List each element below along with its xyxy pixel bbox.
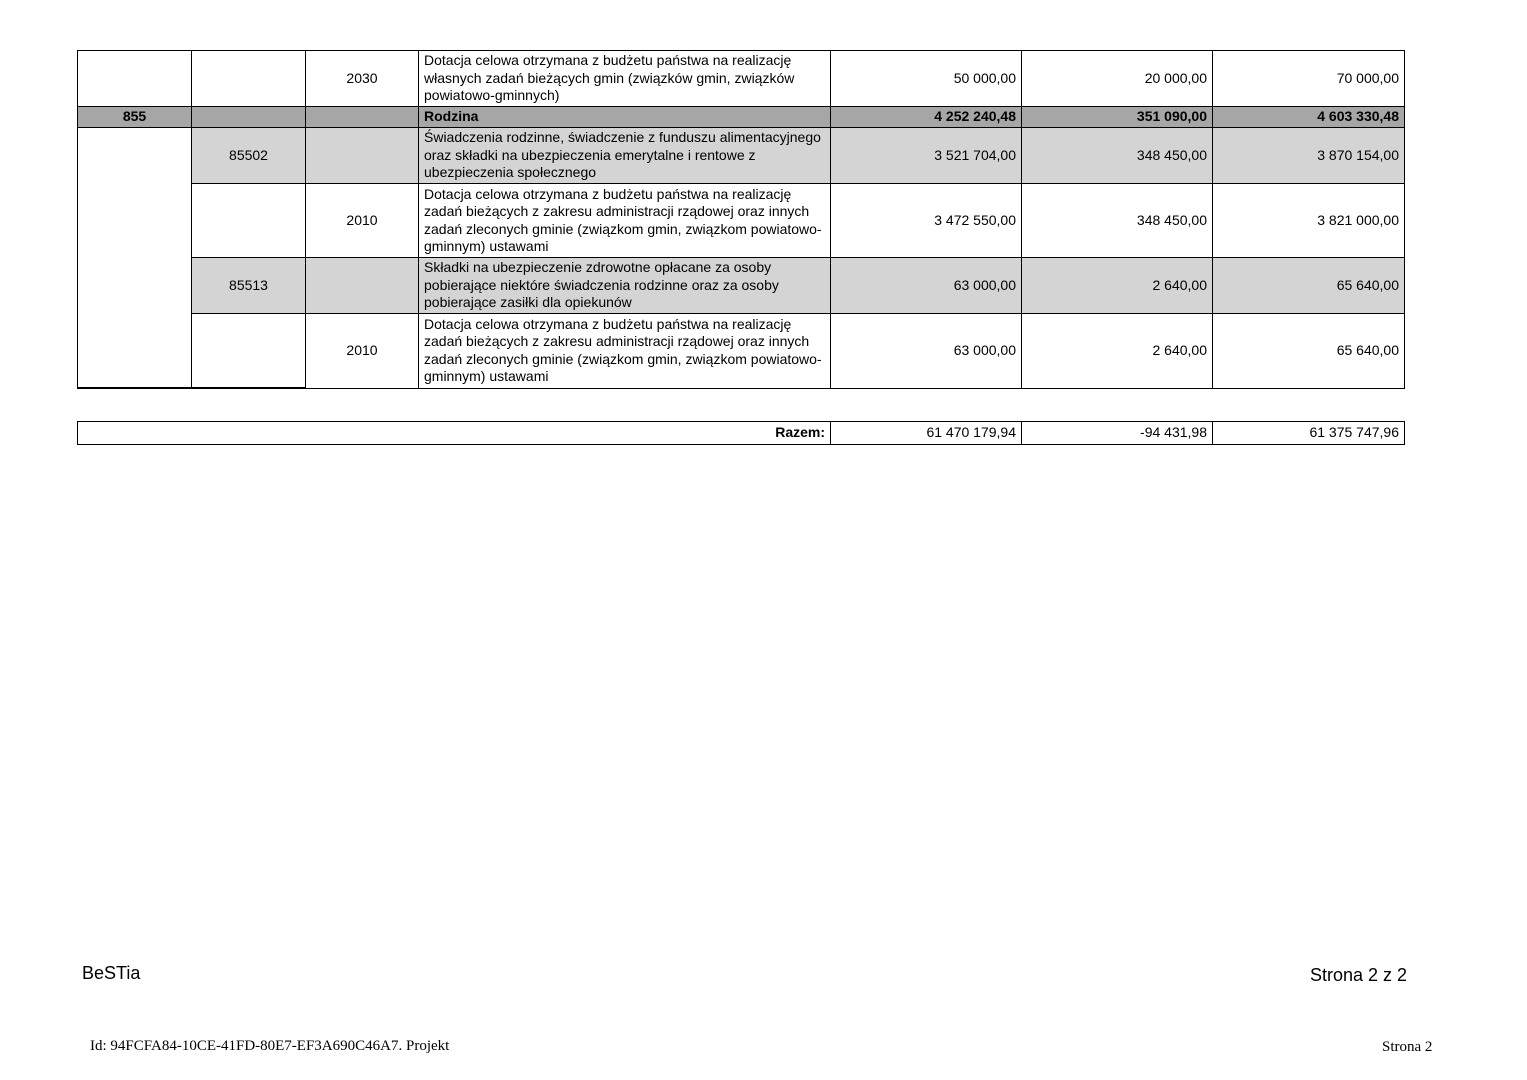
document-id: Id: 94FCFA84-10CE-41FD-80E7-EF3A690C46A7. Projekt xyxy=(90,1038,450,1054)
total-row xyxy=(78,422,1405,445)
rozdzial-cell xyxy=(192,184,306,258)
total-po-zmianie: 61 375 747,96 xyxy=(1213,422,1405,445)
total-zmiana: -94 431,98 xyxy=(1022,422,1213,445)
plan-cell: 50 000,00 xyxy=(831,51,1022,107)
dzial-cell xyxy=(78,51,192,107)
table-row-2010 xyxy=(78,314,1405,389)
page-count: Strona 2 z 2 xyxy=(1310,965,1408,985)
rozdzial-cell xyxy=(192,51,306,107)
table-row-2030 xyxy=(78,51,1405,107)
total-table xyxy=(77,421,1405,445)
plan-cell: 63 000,00 xyxy=(831,314,1022,389)
nazwa-cell: Dotacja celowa otrzymana z budżetu państwa na realizację zadań bieżących z zakresu administracji rządowej oraz innych zadań zleconych gminie (związkom gmin, związkom powiatowo-gminnym) ustawami xyxy=(419,314,831,389)
plan-cell: 4 252 240,48 xyxy=(831,107,1022,128)
table-row-2010 xyxy=(78,184,1405,258)
zmiana-cell: 351 090,00 xyxy=(1022,107,1213,128)
po-zmianie-cell: 65 640,00 xyxy=(1213,258,1405,314)
paragraf-cell: 2010 xyxy=(306,184,419,258)
nazwa-cell: Rodzina xyxy=(419,107,831,128)
rozdzial-cell xyxy=(192,107,306,128)
plan-cell: 3 472 550,00 xyxy=(831,184,1022,258)
po-zmianie-cell: 70 000,00 xyxy=(1213,51,1405,107)
page-number: Strona 2 xyxy=(1382,1039,1433,1055)
po-zmianie-cell: 3 870 154,00 xyxy=(1213,128,1405,184)
paragraf-cell: 2010 xyxy=(306,314,419,389)
rozdzial-cell: 85502 xyxy=(192,128,306,184)
dzial-cell xyxy=(78,128,192,389)
total-plan: 61 470 179,94 xyxy=(831,422,1022,445)
po-zmianie-cell: 4 603 330,48 xyxy=(1213,107,1405,128)
table-row-85513 xyxy=(78,258,1405,314)
total-label: Razem: xyxy=(78,422,831,445)
plan-cell: 3 521 704,00 xyxy=(831,128,1022,184)
dzial-cell: 855 xyxy=(78,107,192,128)
paragraf-cell xyxy=(306,128,419,184)
paragraf-cell: 2030 xyxy=(306,51,419,107)
table-row-855 xyxy=(78,107,1405,128)
po-zmianie-cell: 3 821 000,00 xyxy=(1213,184,1405,258)
table-row-85502 xyxy=(78,128,1405,184)
po-zmianie-cell: 65 640,00 xyxy=(1213,314,1405,389)
zmiana-cell: 348 450,00 xyxy=(1022,184,1213,258)
nazwa-cell: Świadczenia rodzinne, świadczenie z funduszu alimentacyjnego oraz składki na ubezpieczenia emerytalne i rentowe z ubezpieczenia społecznego xyxy=(419,128,831,184)
app-name: BeSTia xyxy=(82,963,141,983)
nazwa-cell: Dotacja celowa otrzymana z budżetu państwa na realizację własnych zadań bieżących gmin (związków gmin, związków powiatowo-gminnych) xyxy=(419,51,831,107)
zmiana-cell: 20 000,00 xyxy=(1022,51,1213,107)
rozdzial-cell xyxy=(192,314,306,389)
zmiana-cell: 348 450,00 xyxy=(1022,128,1213,184)
plan-cell: 63 000,00 xyxy=(831,258,1022,314)
rozdzial-cell: 85513 xyxy=(192,258,306,314)
nazwa-cell: Składki na ubezpieczenie zdrowotne opłacane za osoby pobierające niektóre świadczenia rodzinne oraz za osoby pobierające zasiłki dla opiekunów xyxy=(419,258,831,314)
budget-table xyxy=(77,50,1405,389)
paragraf-cell xyxy=(306,258,419,314)
nazwa-cell: Dotacja celowa otrzymana z budżetu państwa na realizację zadań bieżących z zakresu administracji rządowej oraz innych zadań zleconych gminie (związkom gmin, związkom powiatowo-gminnym) ustawami xyxy=(419,184,831,258)
paragraf-cell xyxy=(306,107,419,128)
zmiana-cell: 2 640,00 xyxy=(1022,258,1213,314)
zmiana-cell: 2 640,00 xyxy=(1022,314,1213,389)
